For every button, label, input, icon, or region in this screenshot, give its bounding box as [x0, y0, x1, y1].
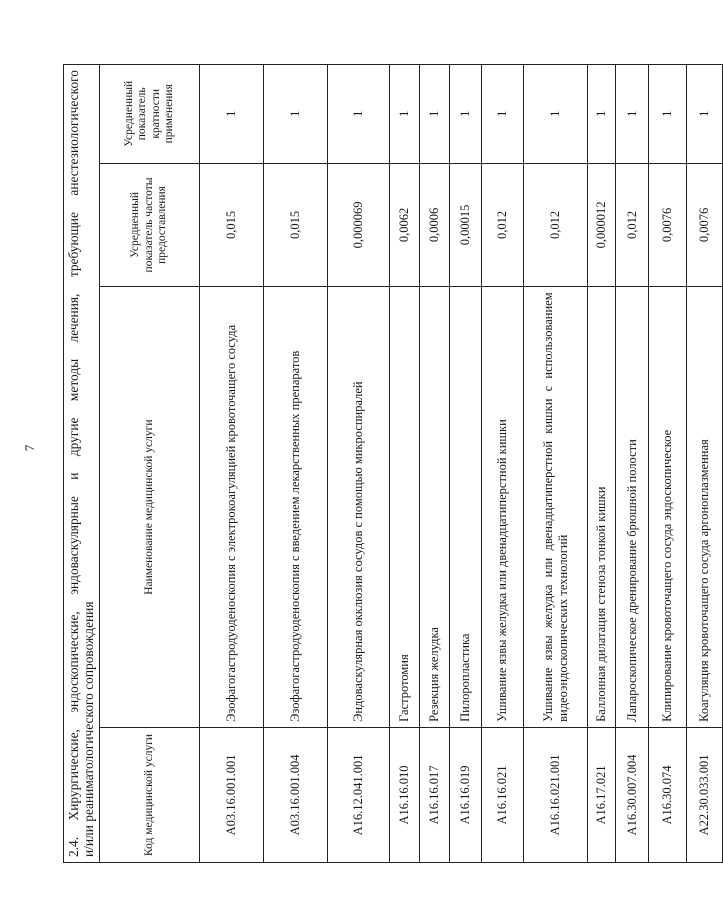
service-name: Клипирование кровоточащего сосуда эндоскопическое	[649, 287, 687, 728]
service-name: Баллонная дилатация стеноза тонкой кишки	[588, 287, 616, 728]
multiplicity-value: 1	[524, 65, 588, 164]
service-name: Эндоваскулярная окклюзия сосудов с помощью микроспиралей	[328, 287, 390, 728]
multiplicity-value: 1	[390, 65, 420, 164]
section-heading	[63, 64, 99, 863]
rotated-page-content	[63, 64, 712, 863]
service-code: A03.16.001.001	[200, 727, 264, 862]
service-name: Резекция желудка	[420, 287, 450, 728]
service-code: A16.16.019	[450, 727, 482, 862]
frequency-value: 0,000069	[328, 163, 390, 287]
service-name: Гастротомия	[390, 287, 420, 728]
frequency-value: 0,0006	[420, 163, 450, 287]
service-code: A16.17.021	[588, 727, 616, 862]
service-code: A16.12.041.001	[328, 727, 390, 862]
multiplicity-value: 1	[450, 65, 482, 164]
table-row	[482, 65, 524, 863]
frequency-value: 0,015	[200, 163, 264, 287]
table-row	[450, 65, 482, 863]
table-row	[420, 65, 450, 863]
table-row	[616, 65, 649, 863]
section-heading-line-1: 2.4. Хирургические, эндоскопические, эндоваскулярные и другие методы лечения, требующие анестезиологического	[66, 70, 81, 857]
table-row	[649, 65, 687, 863]
service-name: Пилоропластика	[450, 287, 482, 728]
multiplicity-value: 1	[264, 65, 328, 164]
service-code: A16.16.010	[390, 727, 420, 862]
service-name: Коагуляция кровоточащего сосуда аргоноплазменная	[687, 287, 723, 728]
multiplicity-value: 1	[328, 65, 390, 164]
table-header-row	[100, 65, 200, 863]
frequency-value: 0,012	[616, 163, 649, 287]
multiplicity-value: 1	[588, 65, 616, 164]
service-name: Лапароскопическое дренирование брюшной полости	[616, 287, 649, 728]
service-code: A16.16.021	[482, 727, 524, 862]
frequency-value: 0,0076	[649, 163, 687, 287]
page-number: 7	[22, 444, 37, 452]
service-name: Эзофагогастродуоденоскопия с введением лекарственных препаратов	[264, 287, 328, 728]
multiplicity-value: 1	[687, 65, 723, 164]
multiplicity-value: 1	[616, 65, 649, 164]
multiplicity-value: 1	[482, 65, 524, 164]
services-table	[99, 64, 723, 863]
frequency-value: 0,00015	[450, 163, 482, 287]
frequency-value: 0,012	[482, 163, 524, 287]
service-name: Ушивание язвы желудка или двенадцатиперстной кишки с использованием видеоэндоскопических технологий	[524, 287, 588, 728]
multiplicity-value: 1	[649, 65, 687, 164]
service-code: A03.16.001.004	[264, 727, 328, 862]
table-row	[687, 65, 723, 863]
column-header-multiplicity: Усредненный показатель кратности применения	[100, 65, 200, 164]
multiplicity-value: 1	[200, 65, 264, 164]
column-header-name: Наименование медицинской услуги	[100, 287, 200, 728]
frequency-value: 0,012	[524, 163, 588, 287]
service-code: A16.30.074	[649, 727, 687, 862]
table-row	[264, 65, 328, 863]
frequency-value: 0,015	[264, 163, 328, 287]
column-header-code: Код медицинской услуги	[100, 727, 200, 862]
service-name: Эзофагогастродуоденоскопия с электрокоагуляцией кровоточащего сосуда	[200, 287, 264, 728]
multiplicity-value: 1	[420, 65, 450, 164]
table-row	[200, 65, 264, 863]
table-row	[328, 65, 390, 863]
frequency-value: 0,000012	[588, 163, 616, 287]
table-row	[524, 65, 588, 863]
table-row	[588, 65, 616, 863]
section-heading-line-2: и/или реаниматологического сопровождения	[81, 601, 96, 857]
column-header-frequency: Усредненный показатель частоты предоставления	[100, 163, 200, 287]
service-code: A16.16.021.001	[524, 727, 588, 862]
service-code: A22.30.033.001	[687, 727, 723, 862]
frequency-value: 0,0076	[687, 163, 723, 287]
table-row	[390, 65, 420, 863]
service-name: Ушивание язвы желудка или двенадцатиперстной кишки	[482, 287, 524, 728]
frequency-value: 0,0062	[390, 163, 420, 287]
service-code: A16.16.017	[420, 727, 450, 862]
service-code: A16.30.007.004	[616, 727, 649, 862]
